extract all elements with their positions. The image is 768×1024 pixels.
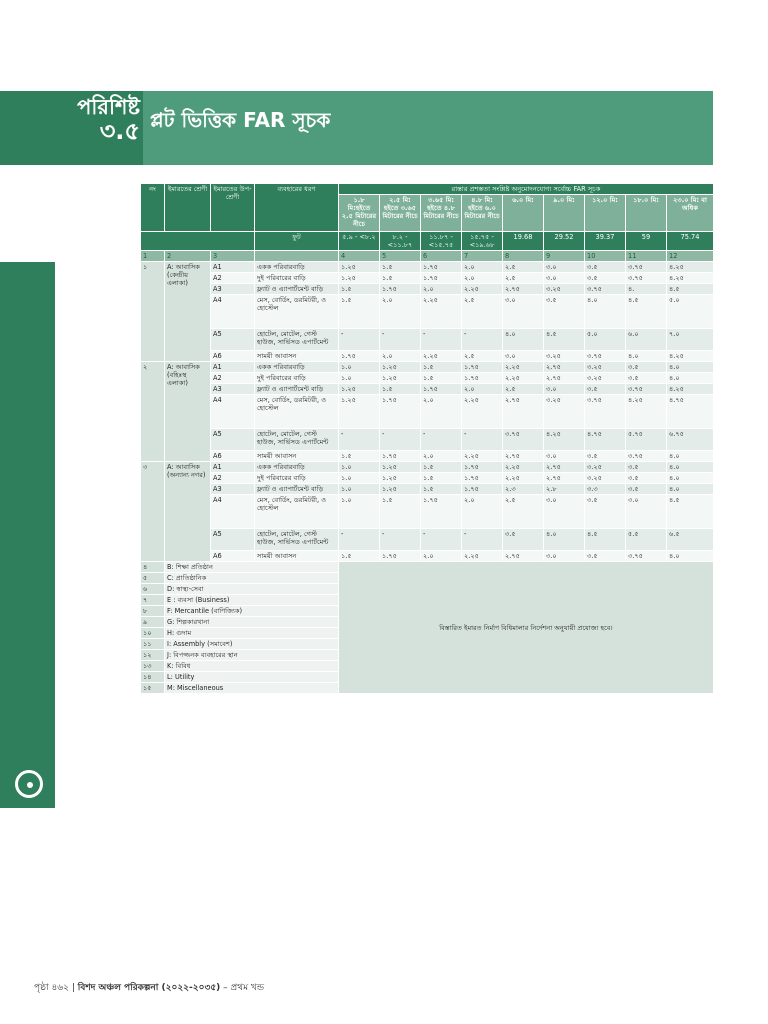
far-value: ১.০ xyxy=(339,473,380,484)
far-value: ৪.৭৫ xyxy=(585,429,626,451)
far-value: ৪.৫ xyxy=(626,295,667,329)
subcategory-cell: A6 xyxy=(211,551,255,562)
page-title: প্লট ভিত্তিক FAR সূচক xyxy=(150,108,331,132)
table-row xyxy=(141,262,714,273)
far-table xyxy=(140,183,714,694)
page-footer xyxy=(34,980,264,995)
table-row xyxy=(141,295,714,329)
far-value: ৬.৭৫ xyxy=(667,429,714,451)
category-number: ১০ xyxy=(141,628,165,639)
subcategory-cell: A1 xyxy=(211,262,255,273)
usage-cell: হোটেল, মোটেল, গেস্ট হাউজ, সার্ভিসড এপার্টমেন্ট xyxy=(255,529,339,551)
col-header-no: নং xyxy=(141,184,165,232)
appendix-number: ৩.৫ xyxy=(99,117,140,145)
far-value: ১.৫ xyxy=(421,362,462,373)
category-label: M: Miscellaneous xyxy=(165,683,339,694)
table-row xyxy=(141,529,714,551)
far-value: ৩.৭৫ xyxy=(626,262,667,273)
index-cell: 1 xyxy=(141,251,165,262)
far-value: ৩.৭৫ xyxy=(585,284,626,295)
far-value: ২.২৫ xyxy=(503,462,544,473)
far-value: ২.০ xyxy=(421,284,462,295)
far-value: ১.৭৫ xyxy=(380,395,421,429)
far-value: ৩.৭৫ xyxy=(503,429,544,451)
road-width-header: ১৮.০ মি: xyxy=(626,195,667,232)
far-value: ২.৫ xyxy=(503,384,544,395)
far-value: ১.০ xyxy=(339,484,380,495)
table-row xyxy=(141,451,714,462)
far-value: ৩.০ xyxy=(626,495,667,529)
far-value: ২.৫ xyxy=(503,262,544,273)
subcategory-cell: A4 xyxy=(211,395,255,429)
far-value: ২.২৫ xyxy=(462,551,503,562)
road-width-header: ৯.০ মি: xyxy=(544,195,585,232)
far-value: ৩.০ xyxy=(544,451,585,462)
far-value: ২.৮ xyxy=(544,484,585,495)
col-header-usage: ব্যবহারের ধরণ xyxy=(255,184,339,232)
far-value: ৩.০ xyxy=(503,295,544,329)
table-row xyxy=(141,284,714,295)
feet-value: 75.74 xyxy=(667,232,714,251)
table-row xyxy=(141,562,714,573)
table-row xyxy=(141,473,714,484)
usage-cell: দুই পরিবারের বাড়ি xyxy=(255,473,339,484)
far-value: ৩.২৫ xyxy=(544,284,585,295)
far-value: ৪.০ xyxy=(585,295,626,329)
far-value: ১.৭৫ xyxy=(421,384,462,395)
far-value: ২.৭৫ xyxy=(503,284,544,295)
far-value: ১.০ xyxy=(339,362,380,373)
far-value: ১.৭৫ xyxy=(421,495,462,529)
col-header-subcategory: ইমারতের উপ-শ্রেণী xyxy=(211,184,255,232)
subcategory-cell: A2 xyxy=(211,373,255,384)
far-value: ২.০ xyxy=(421,395,462,429)
road-width-header: ২.৫ মি: হইতে ৩.৬৫ মিটারের নীচে xyxy=(380,195,421,232)
subcategory-cell: A3 xyxy=(211,284,255,295)
far-value: ২.৭৫ xyxy=(544,373,585,384)
far-value: ১.৫ xyxy=(339,551,380,562)
far-value: ২.০ xyxy=(462,384,503,395)
far-value: ৩.৫ xyxy=(585,551,626,562)
far-value: ৫.৭৫ xyxy=(626,429,667,451)
subcategory-cell: A2 xyxy=(211,273,255,284)
category-label: K: বিবিধ xyxy=(165,661,339,672)
index-cell: 8 xyxy=(503,251,544,262)
category-number: ৪ xyxy=(141,562,165,573)
far-value: ২.২৫ xyxy=(462,451,503,462)
index-cell: 6 xyxy=(421,251,462,262)
feet-label: ফুট xyxy=(255,232,339,251)
subcategory-cell: A5 xyxy=(211,429,255,451)
far-value: ৩.২৫ xyxy=(585,362,626,373)
far-value: ৪. xyxy=(626,284,667,295)
col-header-road-width: রাস্তার প্রশস্ততা সংশ্লিষ্ট অনুমোদনযোগ্য সর্বোচ্চ FAR সূচক xyxy=(339,184,714,195)
far-value: - xyxy=(462,429,503,451)
far-value: ৩.০ xyxy=(544,495,585,529)
far-value: ৪.৫ xyxy=(544,329,585,351)
far-value: ২.০ xyxy=(380,351,421,362)
far-value: ১.৫ xyxy=(421,462,462,473)
table-row xyxy=(141,395,714,429)
far-value: ১.৫ xyxy=(380,495,421,529)
far-value: ৪.৭৫ xyxy=(667,395,714,429)
far-value: ২.০ xyxy=(462,495,503,529)
category-number: ১১ xyxy=(141,639,165,650)
side-bar xyxy=(0,262,55,808)
far-value: ৩.০ xyxy=(544,551,585,562)
table-row xyxy=(141,351,714,362)
far-value: ৪.৫ xyxy=(667,495,714,529)
far-value: ১.২৫ xyxy=(339,395,380,429)
subcategory-cell: A6 xyxy=(211,351,255,362)
far-value: ১.৫ xyxy=(339,295,380,329)
usage-cell: মেস, বোর্ডিং, ডরমিটরী, ও হোস্টেল xyxy=(255,395,339,429)
far-value: ১.২৫ xyxy=(339,262,380,273)
far-value: - xyxy=(339,329,380,351)
far-value: ১.২৫ xyxy=(380,373,421,384)
far-value: - xyxy=(339,429,380,451)
far-value: ৪.২৫ xyxy=(544,429,585,451)
group-category: A: আবাসিক (অন্যান্য নগর) xyxy=(165,462,211,562)
far-value: ৪.০ xyxy=(667,551,714,562)
page-number: পৃষ্ঠা ৪৬২ | xyxy=(34,983,75,993)
far-value: ১.০ xyxy=(339,462,380,473)
usage-cell: একক পরিবারবাড়ি xyxy=(255,462,339,473)
table-row xyxy=(141,429,714,451)
subcategory-cell: A2 xyxy=(211,473,255,484)
far-value: ৪.০ xyxy=(667,462,714,473)
far-value: ২.৭৫ xyxy=(503,551,544,562)
far-value: - xyxy=(421,429,462,451)
far-value: ৪.৫ xyxy=(585,529,626,551)
far-value: ২.২৫ xyxy=(421,351,462,362)
tag-icon xyxy=(15,770,43,798)
index-cell: 4 xyxy=(339,251,380,262)
category-label: E : ব্যবসা (Business) xyxy=(165,595,339,606)
far-value: ২.২৫ xyxy=(462,284,503,295)
feet-value: 39.37 xyxy=(585,232,626,251)
index-cell: 9 xyxy=(544,251,585,262)
usage-cell: মেস, বোর্ডিং, ডরমিটরী, ও হোস্টেল xyxy=(255,295,339,329)
far-value: - xyxy=(421,529,462,551)
usage-cell: ফ্ল্যাট ও এ্যাপার্টমেন্ট বাড়ি xyxy=(255,384,339,395)
far-value: ২.৭৫ xyxy=(544,362,585,373)
category-label: B: শিক্ষা প্রতিষ্ঠান xyxy=(165,562,339,573)
far-value: ৩.৫ xyxy=(585,495,626,529)
subcategory-cell: A1 xyxy=(211,462,255,473)
usage-cell: হোটেল, মোটেল, গেস্ট হাউজ, সার্ভিসড এপার্টমেন্ট xyxy=(255,329,339,351)
far-value: ১.৭৫ xyxy=(462,484,503,495)
far-value: ৪.২৫ xyxy=(667,262,714,273)
index-cell: 3 xyxy=(211,251,255,262)
group-category: A: আবাসিক (কেন্দ্রীয় এলাকা) xyxy=(165,262,211,362)
far-value: ১.৭৫ xyxy=(380,451,421,462)
subcategory-cell: A3 xyxy=(211,384,255,395)
table-row xyxy=(141,273,714,284)
category-number: ৭ xyxy=(141,595,165,606)
far-value: ৩.৭৫ xyxy=(585,395,626,429)
far-value: - xyxy=(421,329,462,351)
far-value: ৩.৫ xyxy=(626,362,667,373)
far-value: ৩.৫ xyxy=(585,262,626,273)
far-value: ১.৭৫ xyxy=(462,373,503,384)
feet-value: 19.68 xyxy=(503,232,544,251)
far-value: ২.০ xyxy=(421,551,462,562)
far-value: ৪.০ xyxy=(503,329,544,351)
usage-cell: দুই পরিবারের বাড়ি xyxy=(255,273,339,284)
index-cell: 7 xyxy=(462,251,503,262)
far-value: ১.৫ xyxy=(421,373,462,384)
category-label: F: Mercantile (বাণিজ্যিক) xyxy=(165,606,339,617)
feet-value: ৫.৯ - <৮.২ xyxy=(339,232,380,251)
index-cell: 10 xyxy=(585,251,626,262)
far-value: ৩.০ xyxy=(503,351,544,362)
far-value: ১.২৫ xyxy=(380,362,421,373)
road-width-header: ৬.০ মি: xyxy=(503,195,544,232)
far-value: ৪.০ xyxy=(667,373,714,384)
usage-cell: দুই পরিবারের বাড়ি xyxy=(255,373,339,384)
category-number: ৫ xyxy=(141,573,165,584)
usage-cell: ফ্ল্যাট ও এ্যাপার্টমেন্ট বাড়ি xyxy=(255,484,339,495)
usage-cell: হোটেল, মোটেল, গেস্ট হাউজ, সার্ভিসড এপার্টমেন্ট xyxy=(255,429,339,451)
subcategory-cell: A5 xyxy=(211,529,255,551)
far-value: ১.৫ xyxy=(421,484,462,495)
far-value: ৩.২৫ xyxy=(585,473,626,484)
table-row xyxy=(141,495,714,529)
far-value: ৩.৭৫ xyxy=(626,273,667,284)
far-value: ২.০ xyxy=(421,451,462,462)
far-value: ৩.৫ xyxy=(626,373,667,384)
table-row xyxy=(141,551,714,562)
far-value: - xyxy=(462,329,503,351)
road-width-header: ৪.৮ মি: হইতে ৬.০ মিটারের নীচে xyxy=(462,195,503,232)
category-label: J: বিপজ্জনক ব্যবহারের স্থান xyxy=(165,650,339,661)
road-width-header: ১.৮ মি:হইতে ২.৫ মিটারের নীচে xyxy=(339,195,380,232)
far-value: ১.৫ xyxy=(339,284,380,295)
far-value: ১.৫ xyxy=(339,451,380,462)
far-value: ৫.৫ xyxy=(626,529,667,551)
far-value: ২.০ xyxy=(380,295,421,329)
far-value: ১.৫ xyxy=(380,384,421,395)
feet-value: 29.52 xyxy=(544,232,585,251)
far-value: ২.৩ xyxy=(503,484,544,495)
far-value: ৬.৫ xyxy=(667,529,714,551)
far-value: ২.৭৫ xyxy=(544,462,585,473)
far-value: ৪.০ xyxy=(667,484,714,495)
far-value: ২.৫ xyxy=(503,495,544,529)
far-value: ৩.৭৫ xyxy=(626,451,667,462)
road-width-header: ১২.০ মি: xyxy=(585,195,626,232)
far-value: ৩.৫ xyxy=(626,473,667,484)
table-row xyxy=(141,362,714,373)
far-value: ৪.৫ xyxy=(667,284,714,295)
subcategory-cell: A4 xyxy=(211,295,255,329)
table-row xyxy=(141,329,714,351)
usage-cell: সাময়ী আবাসন xyxy=(255,351,339,362)
far-value: ২.২৫ xyxy=(503,473,544,484)
feet-value: ১১.৮৭ - <১৫.৭৫ xyxy=(421,232,462,251)
far-value: ৩.২৫ xyxy=(544,395,585,429)
far-value: ১.৭৫ xyxy=(462,473,503,484)
far-value: ৪.২৫ xyxy=(626,395,667,429)
far-value: ২.৫ xyxy=(462,351,503,362)
table-row xyxy=(141,373,714,384)
far-value: ২.২৫ xyxy=(462,395,503,429)
far-value: ৪.০ xyxy=(626,351,667,362)
far-value: - xyxy=(380,329,421,351)
far-value: ৪.০ xyxy=(667,451,714,462)
far-value: ৩.৭৫ xyxy=(585,351,626,362)
far-value: ১.৫ xyxy=(380,262,421,273)
far-value: ৩.২৫ xyxy=(585,462,626,473)
far-value: ৩.০ xyxy=(544,273,585,284)
far-value: ৩.০ xyxy=(544,262,585,273)
subcategory-cell: A4 xyxy=(211,495,255,529)
far-value: ৪.০ xyxy=(544,529,585,551)
far-value: ১.৫ xyxy=(421,473,462,484)
category-label: D: স্বাস্থ্য-সেবা xyxy=(165,584,339,595)
category-number: ৬ xyxy=(141,584,165,595)
far-value: ৩.০ xyxy=(544,384,585,395)
far-value: ১.২৫ xyxy=(339,384,380,395)
table-row xyxy=(141,384,714,395)
far-value: ৪.২৫ xyxy=(667,273,714,284)
appendix-label: পরিশিষ্ট xyxy=(77,95,140,119)
far-value: ১.২৫ xyxy=(380,484,421,495)
category-label: I: Assembly (সমাবেশ) xyxy=(165,639,339,650)
category-label: G: শিল্পকারখানা xyxy=(165,617,339,628)
road-width-header: ২৩.০ মি: বা অধিক xyxy=(667,195,714,232)
feet-value: ৮.২ - <১১.৮৭ xyxy=(380,232,421,251)
subcategory-cell: A1 xyxy=(211,362,255,373)
far-value: ১.২৫ xyxy=(380,462,421,473)
far-value: ৩.৫ xyxy=(585,451,626,462)
far-value: ৩.৫ xyxy=(626,484,667,495)
far-value: ৩.৭৫ xyxy=(626,384,667,395)
category-label: L: Utility xyxy=(165,672,339,683)
subcategory-cell: A6 xyxy=(211,451,255,462)
category-number: ১৫ xyxy=(141,683,165,694)
category-number: ১৪ xyxy=(141,672,165,683)
far-value: ১.০ xyxy=(339,495,380,529)
far-value: ২.২৫ xyxy=(421,295,462,329)
far-value: ২.০ xyxy=(462,262,503,273)
table-row xyxy=(141,462,714,473)
usage-cell: মেস, বোর্ডিং, ডরমিটরী, ও হোস্টেল xyxy=(255,495,339,529)
index-cell: 12 xyxy=(667,251,714,262)
road-width-header: ৩.৬৫ মি: হইতে ৪.৮ মিটারের নীচে xyxy=(421,195,462,232)
category-label: C: প্রাতিষ্ঠানিক xyxy=(165,573,339,584)
far-value: - xyxy=(380,429,421,451)
feet-value: ১৫.৭৫ - <১৯.৬৮ xyxy=(462,232,503,251)
far-value: ১.৭৫ xyxy=(462,362,503,373)
far-value: ৩.২৫ xyxy=(544,351,585,362)
col-header-category: ইমারতের শ্রেণী xyxy=(165,184,211,232)
far-value: ১.২৫ xyxy=(380,473,421,484)
far-value: ৪.২৫ xyxy=(667,351,714,362)
far-value: ১.৭৫ xyxy=(421,273,462,284)
far-value: ৩.৭৫ xyxy=(626,551,667,562)
far-value: - xyxy=(339,529,380,551)
far-value: ১.৭৫ xyxy=(339,351,380,362)
far-value: - xyxy=(462,529,503,551)
far-value: ২.৫ xyxy=(503,273,544,284)
far-value: ২.৭৫ xyxy=(503,451,544,462)
category-number: ৮ xyxy=(141,606,165,617)
category-number: ৯ xyxy=(141,617,165,628)
group-category: A: আবাসিক (বহিঃস্থ এলাকা) xyxy=(165,362,211,462)
far-value: ১.৭৫ xyxy=(462,462,503,473)
far-value: ৭.০ xyxy=(667,329,714,351)
usage-cell: সাময়ী আবাসন xyxy=(255,451,339,462)
usage-cell: একক পরিবারবাড়ি xyxy=(255,362,339,373)
far-value: ২.৭৫ xyxy=(544,473,585,484)
group-number: ২ xyxy=(141,362,165,462)
far-value: ১.৭৫ xyxy=(380,551,421,562)
category-number: ১৩ xyxy=(141,661,165,672)
far-value: ৫.০ xyxy=(585,329,626,351)
far-value: ২.৫ xyxy=(462,295,503,329)
far-value: ৩.২৫ xyxy=(585,373,626,384)
category-label: H: গুদাম xyxy=(165,628,339,639)
far-value: ৩.৫ xyxy=(585,273,626,284)
far-value: ১.৭৫ xyxy=(380,284,421,295)
table-row xyxy=(141,484,714,495)
group-number: ৩ xyxy=(141,462,165,562)
far-value: ৫.০ xyxy=(667,295,714,329)
usage-cell: ফ্ল্যাট ও এ্যাপার্টমেন্ট বাড়ি xyxy=(255,284,339,295)
merged-note: বিস্তারিত ইমারত নির্মাণ বিধিমালার নির্দেশনা অনুযায়ী প্রযোজ্য হবে। xyxy=(339,562,714,694)
far-value: ৩.৫ xyxy=(544,295,585,329)
subcategory-cell: A3 xyxy=(211,484,255,495)
far-value: ১.২৫ xyxy=(339,273,380,284)
volume-label: – প্রথম খন্ড xyxy=(223,983,265,993)
subcategory-cell: A5 xyxy=(211,329,255,351)
feet-spacer xyxy=(141,232,255,251)
far-value: ২.২৫ xyxy=(503,362,544,373)
index-cell: 2 xyxy=(165,251,211,262)
category-number: ১২ xyxy=(141,650,165,661)
far-value: ৩.৫ xyxy=(585,384,626,395)
far-value: ৪.০ xyxy=(667,362,714,373)
far-value: ১.৭৫ xyxy=(421,262,462,273)
feet-value: 59 xyxy=(626,232,667,251)
index-cell: 11 xyxy=(626,251,667,262)
far-value: ১.৫ xyxy=(380,273,421,284)
usage-cell: সাময়ী আবাসন xyxy=(255,551,339,562)
far-value: - xyxy=(380,529,421,551)
plan-title: বিশদ অঞ্চল পরিকল্পনা (২০২২-২০৩৫) xyxy=(77,983,221,993)
far-value: ৪.০ xyxy=(667,473,714,484)
far-value: ১.০ xyxy=(339,373,380,384)
far-value: ৩.৩ xyxy=(585,484,626,495)
group-number: ১ xyxy=(141,262,165,362)
far-value: ৩.৫ xyxy=(626,462,667,473)
usage-cell: একক পরিবারবাড়ি xyxy=(255,262,339,273)
far-value: ২.০ xyxy=(462,273,503,284)
far-value: ৪.২৫ xyxy=(667,384,714,395)
far-value: ২.২৫ xyxy=(503,373,544,384)
index-cell: 5 xyxy=(380,251,421,262)
index-cell xyxy=(255,251,339,262)
far-value: ৬.০ xyxy=(626,329,667,351)
far-value: ৩.৫ xyxy=(503,529,544,551)
far-value: ২.৭৫ xyxy=(503,395,544,429)
